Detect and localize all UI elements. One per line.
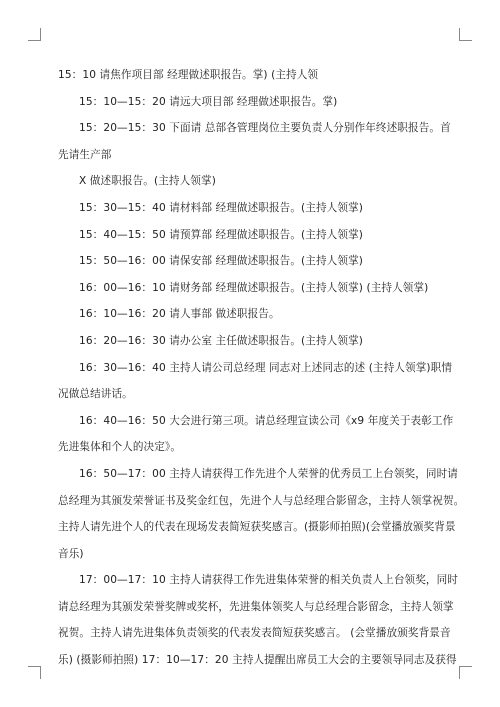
text-line: 16：10—16：20 请人事部 做述职报告。 — [79, 308, 280, 321]
text-line: 15：20—15：30 下面请 总部各管理岗位主要负责人分别作年终述职报告。首 — [79, 122, 451, 135]
text-line: 15：40—15：50 请预算部 经理做述职报告。(主持人领掌) — [79, 228, 363, 241]
text-line: 16：20—16：30 请办公室 主任做述职报告。(主持人领掌) — [79, 334, 363, 347]
text-line: 先请生产部 — [58, 148, 112, 161]
text-line: 16：30—16：40 主持人请公司总经理 同志对上述同志的述 (主持人领掌)职情 — [79, 361, 453, 374]
crop-mark-bottom-left — [28, 666, 41, 679]
text-line: 乐) (摄影师拍照) 17：10—17：20 主持人提醒出席员工大会的主要领导同志及获得 — [58, 654, 457, 667]
text-line: 祝贺。主持人请先进集体负责领奖的代表发表简短获奖感言。 (会堂播放颁奖背景音 — [58, 627, 451, 640]
text-line: 15：10—15：20 请远大项目部 经理做述职报告。掌) — [79, 95, 338, 108]
text-line: 总经理为其颁发荣誉证书及奖金红包，先进个人与总经理合影留念，主持人领掌祝贺。 — [58, 494, 465, 507]
text-line: 16：00—16：10 请财务部 经理做述职报告。(主持人领掌) (主持人领掌) — [79, 281, 429, 294]
text-line: 16：40—16：50 大会进行第三项。请总经理宣读公司《x9 年度关于表彰工作 — [79, 414, 454, 427]
document-body — [58, 62, 465, 674]
text-line: X 做述职报告。(主持人领掌) — [79, 175, 216, 188]
crop-mark-top-right — [459, 28, 472, 41]
text-line: 16：50—17：00 主持人请获得工作先进个人荣誉的优秀员工上台领奖，同时请 — [79, 467, 458, 480]
text-line: 请总经理为其颁发荣誉奖牌或奖杯，先进集体领奖人与总经理合影留念，主持人领掌 — [58, 600, 454, 613]
text-line: 15：10 请焦作项目部 经理做述职报告。掌) (主持人领 — [58, 69, 319, 81]
text-line: 主持人请先进个人的代表在现场发表简短获奖感言。(摄影师拍照)(会堂播放颁奖背景 — [58, 521, 456, 534]
crop-mark-top-left — [28, 28, 41, 41]
text-line: 15：30—15：40 请材料部 经理做述职报告。(主持人领掌) — [79, 201, 363, 214]
text-line: 17：00—17：10 主持人请获得工作先进集体荣誉的相关负责人上台领奖，同时 — [79, 574, 458, 587]
text-line: 15：50—16：00 请保安部 经理做述职报告。(主持人领掌) — [79, 255, 363, 268]
crop-mark-bottom-right — [459, 666, 472, 679]
text-line: 先进集体和个人的决定》。 — [58, 441, 182, 454]
text-line: 音乐) — [58, 547, 84, 560]
text-line: 况做总结讲话。 — [58, 388, 133, 401]
